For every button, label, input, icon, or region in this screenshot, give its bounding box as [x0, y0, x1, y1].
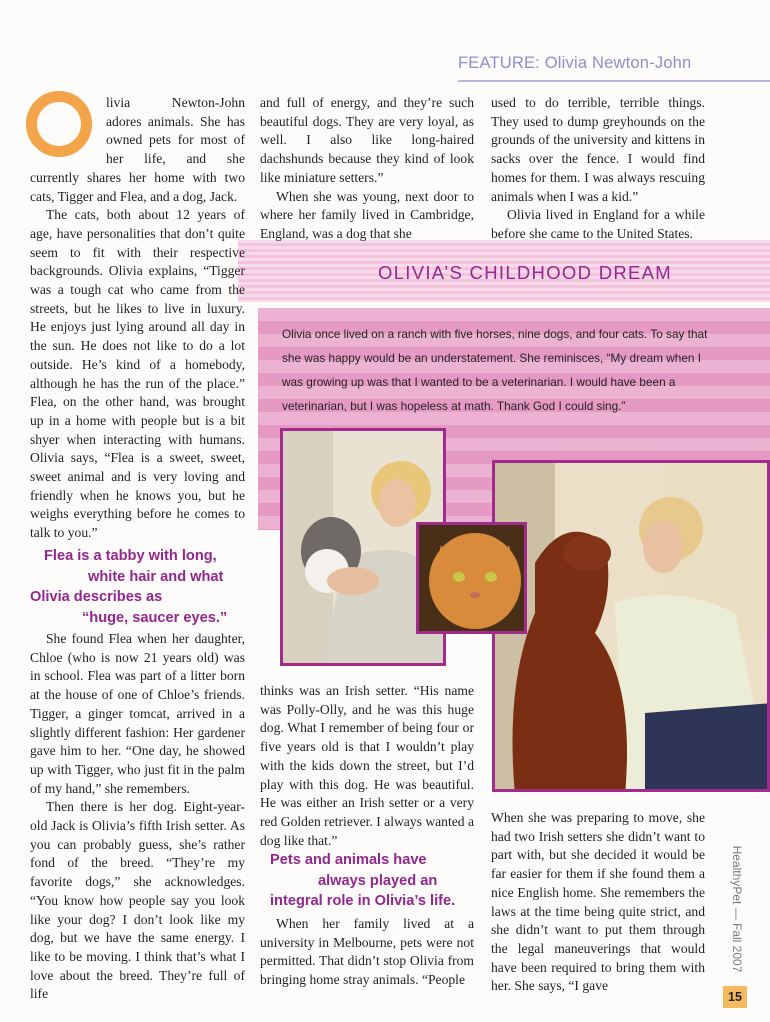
sidebar-text	[282, 322, 752, 418]
feature-subject: Olivia Newton-John	[544, 54, 692, 72]
feature-header	[458, 54, 691, 73]
article-column-2-final	[260, 915, 474, 990]
footer-issue: Fall 2007	[730, 923, 744, 973]
pull-quote-line: “huge, saucer eyes.”	[82, 609, 228, 626]
sidebar-line: veterinarian, but I was hopeless at math. Thank God I could sing.”	[282, 399, 626, 413]
dropcap-letter	[26, 91, 27, 92]
paragraph-moving: When she was preparing to move, she had two Irish setters she didn’t want to part with, but she decided it would be far easier for them if she found them a nice English home. She remembers the laws at the time being quite strict, and she didn’t want to put them through the legal maneuverings that would have been required to bring them with her. She says, “I gave	[491, 810, 705, 994]
footer-folio	[728, 846, 746, 976]
sidebar-line: was growing up was that I wanted to be a veterinarian. I would have been a	[282, 375, 676, 389]
photo-tigger-cat-art	[419, 525, 527, 634]
feature-label: FEATURE:	[458, 54, 540, 72]
pull-quote-line: Olivia describes as	[30, 589, 163, 605]
pull-quote-line: Pets and animals have	[270, 852, 427, 868]
photo-olivia-with-irish-setter	[492, 460, 770, 792]
paragraph-melbourne: When her family lived at a university in Melbourne, pets were not permitted. That didn’t stop Olivia from bringing home stray animals. “People	[260, 916, 474, 988]
article-column-3-bottom	[491, 809, 705, 996]
paragraph-greyhounds: used to do terrible, terrible things. They used to dump greyhounds on the grounds of the university and kittens in sacks over the fence. I would find homes for them. I was always rescuing animals when I was a kid.”	[491, 95, 705, 204]
dropcap	[26, 91, 100, 163]
sidebar-title: OLIVIA’S CHILDHOOD DREAM	[378, 262, 673, 283]
footer-publication: HealthyPet	[730, 845, 744, 905]
paragraph-jack: Then there is her dog. Eight-year-old Jack is Olivia’s fifth Irish setter. As you can probably guess, she’s rather fond of the breed. “They’re my favorite dogs,” she acknowledges. “You know how people say you look like your dog? I don’t look like my dog, but we have the same energy. I like to be moving. I think that’s what I love about the breed. They’re full of life	[30, 799, 245, 1002]
photo-tigger-cat	[416, 522, 527, 634]
paragraph-cats: The cats, both about 12 years of age, have personalities that don’t quite seem to fit with their respective backgrounds. Olivia explains, “Tigger was a tough cat who came from the streets, but he likes to live in luxury. He enjoys just lying around all day in the sun. He does not like to do a lot outside. He’s kind of a homebody, although he has the run of the place.” Flea, on the other hand, was brought up in a home with people but is a bit shyer when interacting with humans. Olivia says, “Flea is a sweet, sweet, sweet animal and is very loving and friendly when he knows you, but he weighs everything before he comes to talk to you.”	[30, 207, 245, 541]
pull-quote-line: white hair and what	[88, 568, 224, 585]
pull-quote-pets	[270, 850, 480, 912]
pull-quote-flea	[30, 546, 244, 628]
header-rule	[458, 80, 770, 82]
paragraph-polly-olly: thinks was an Irish setter. “His name was Polly-Olly, and he was this huge dog. What I remember of being four or five years old is that I wouldn’t play with the kids down the street, but I’d play with this dog. He was beautiful. He was either an Irish setter or a very red Golden retriever. I always wanted a dog like that.”	[260, 683, 475, 848]
pull-quote-line: Flea is a tabby with long,	[44, 548, 217, 564]
sidebar-line: Olivia once lived on a ranch with five horses, nine dogs, and four cats. To say that	[282, 327, 708, 341]
footer-publication-issue: HealthyPet — Fall 2007	[730, 845, 744, 973]
sidebar-line: she was happy would be an understatement. She reminisces, “My dream when I	[282, 351, 702, 365]
article-column-1	[30, 94, 245, 543]
pull-quote-line: integral role in Olivia’s life.	[270, 893, 456, 909]
dropcap-o-ring	[26, 91, 92, 157]
paragraph-flea-found: She found Flea when her daughter, Chloe (who is now 21 years old) was in school. Flea was part of a litter born at the house of one of Chloe’s friends. Tigger, a ginger tomcat, arrived in a slightly different fashion: Her gardener gave him to her. “One day, he showed up with Tigger, who just fit in the palm of my hand,” she remembers.	[30, 631, 245, 796]
article-column-2-top	[260, 94, 474, 244]
article-column-3-top	[491, 94, 705, 244]
paragraph-intro: livia Newton-John adores animals. She has owned pets for most of her life, and she currently shares her home with two cats, Tigger and Flea, and a dog, Jack.	[30, 95, 245, 204]
pull-quote-line: always played an	[318, 872, 438, 889]
paragraph-setters: and full of energy, and they’re such beautiful dogs. They are very loyal, as well. I also like long-haired dachshunds because they kind of look like miniature setters.”	[260, 95, 474, 185]
page-number: 15	[723, 986, 747, 1008]
article-column-2-bottom	[260, 682, 474, 850]
photo-olivia-with-irish-setter-art	[495, 463, 770, 792]
article-column-1-lower	[30, 630, 245, 1004]
paragraph-cambridge: When she was young, next door to where her family lived in Cambridge, England, was a dog that she	[260, 188, 474, 241]
paragraph-england: Olivia lived in England for a while before she came to the United States.	[491, 207, 705, 241]
